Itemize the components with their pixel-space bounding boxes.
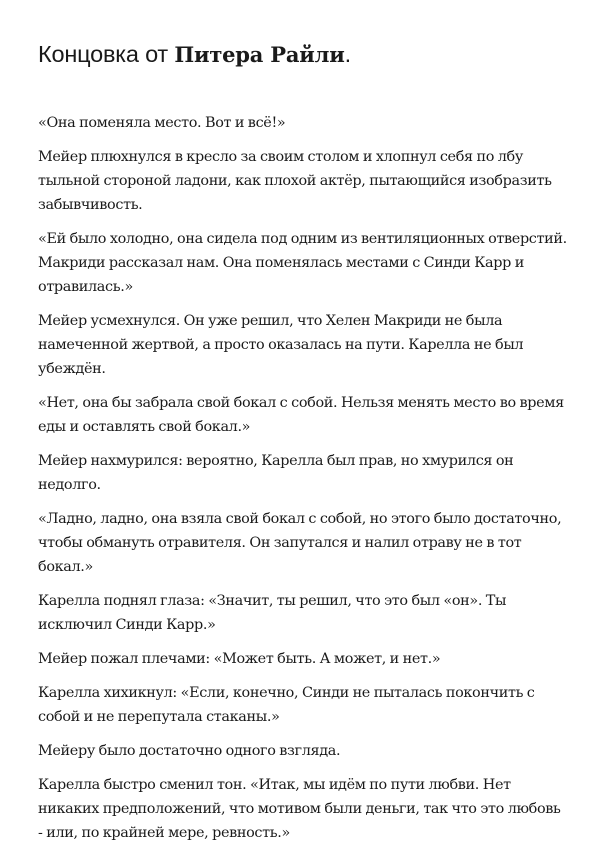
paragraph: «Ладно, ладно, она взяла свой бокал с собой, но этого было достаточно, чтобы обмануть отравителя. Он запутался и налил отраву не в тот бокал.» [38,511,562,575]
paragraph: «Она поменяла место. Вот и всё!» [38,115,286,131]
paragraph: Мейер плюхнулся в кресло за своим столом и хлопнул себя по лбу тыльной стороной ладони, как плохой актёр, пытающийся изобразить забывчивость. [38,149,552,213]
paragraph: Мейер усмехнулся. Он уже решил, что Хелен Макриди не была намеченной жертвой, а просто оказалась на пути. Карелла не был убеждён. [38,313,524,377]
paragraph: Карелла хихикнул: «Если, конечно, Синди не пыталась покончить с собой и не перепутала стаканы.» [38,685,535,725]
paragraph: Карелла поднял глаза: «Значит, ты решил, что это был «он». Ты исключил Синди Карр.» [38,593,507,633]
document-title [38,38,568,71]
paragraph: Мейер нахмурился: вероятно, Карелла был прав, но хмурился он недолго. [38,453,514,493]
paragraph: «Нет, она бы забрала свой бокал с собой. Нельзя менять место во время еды и оставлять свой бокал.» [38,395,564,435]
paragraph: Карелла быстро сменил тон. «Итак, мы идём по пути любви. Нет никаких предположений, что мотивом были деньги, так что это любовь - или, по крайней мере, ревность.» [38,777,561,841]
title-suffix: . [344,41,352,67]
paragraph: Мейер пожал плечами: «Может быть. А может, и нет.» [38,651,441,667]
title-author: Питера Райли [174,42,345,67]
paragraph: «Ей было холодно, она сидела под одним из вентиляционных отверстий. Макриди рассказал нам. Она поменялась местами с Синди Карр и отравилась.» [38,231,567,295]
document-page [38,38,568,855]
paragraph: Мейеру было достаточно одного взгляда. [38,743,341,759]
title-prefix: Концовка от [38,41,175,67]
